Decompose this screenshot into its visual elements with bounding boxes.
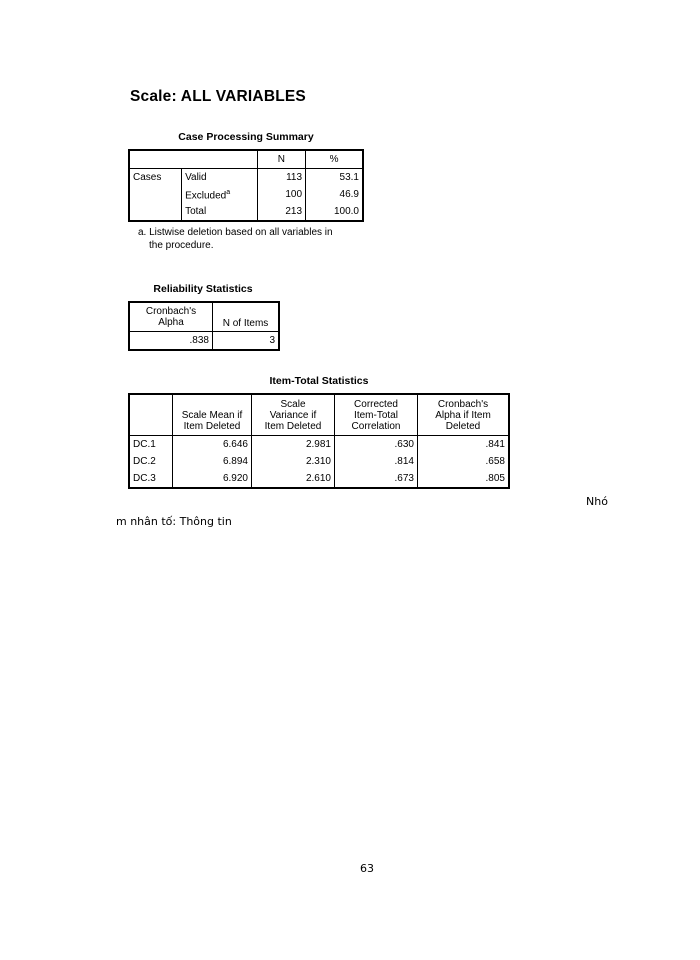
item-label: DC.1 bbox=[129, 436, 173, 454]
item-total-caption: Item-Total Statistics bbox=[269, 375, 369, 387]
cell-mean: 6.646 bbox=[173, 436, 252, 454]
cell-correlation: .630 bbox=[335, 436, 418, 454]
table-row bbox=[129, 436, 509, 454]
cell-mean: 6.894 bbox=[173, 453, 252, 470]
cell-pct: 100.0 bbox=[333, 206, 359, 217]
header-n-items: N of Items bbox=[222, 318, 269, 329]
header-empty bbox=[129, 394, 173, 436]
case-processing-caption: Case Processing Summary bbox=[178, 131, 314, 143]
cell-n-items: 3 bbox=[269, 335, 275, 346]
cell-n: 113 bbox=[257, 169, 305, 187]
reliability-table bbox=[128, 301, 280, 351]
header-empty bbox=[129, 150, 182, 169]
body-text-right: Nhó bbox=[586, 495, 608, 508]
header-alpha: Cronbach's Alpha bbox=[129, 302, 213, 332]
footnote-marker: a bbox=[226, 189, 231, 197]
cell-alpha: .838 bbox=[129, 332, 213, 351]
cell-correlation: .814 bbox=[335, 453, 418, 470]
cell-correlation: .673 bbox=[335, 470, 418, 488]
cell-alpha: .841 bbox=[485, 439, 505, 450]
header-scale-variance: Scale Variance if Item Deleted bbox=[252, 394, 335, 436]
body-text-left: m nhân tố: Thông tin bbox=[116, 515, 232, 528]
footnote-line: a. Listwise deletion based on all variables in bbox=[138, 227, 333, 238]
row-label-excluded: Excluded$^a$ bbox=[182, 186, 258, 203]
header-n: N bbox=[257, 150, 305, 169]
cell-pct: 53.1 bbox=[339, 172, 359, 183]
reliability-caption: Reliability Statistics bbox=[153, 283, 253, 295]
cell-mean: 6.920 bbox=[173, 470, 252, 488]
item-label: DC.2 bbox=[129, 453, 173, 470]
scale-title: Scale: ALL VARIABLES bbox=[130, 88, 306, 105]
cell-n: 100 bbox=[257, 186, 305, 203]
cell-variance: 2.610 bbox=[252, 470, 335, 488]
cell-alpha: .805 bbox=[485, 473, 505, 484]
cell-alpha: .658 bbox=[485, 456, 505, 467]
header-alpha-if-deleted: Cronbach's Alpha if Item Deleted bbox=[435, 399, 491, 432]
item-total-table bbox=[128, 393, 510, 489]
header-scale-mean: Scale Mean if Item Deleted bbox=[173, 394, 252, 436]
cell-pct: 46.9 bbox=[339, 189, 359, 200]
header-empty bbox=[182, 150, 258, 169]
case-footnote bbox=[138, 227, 333, 252]
table-row bbox=[129, 453, 509, 470]
footnote-line: the procedure. bbox=[149, 239, 214, 251]
page-number: 63 bbox=[360, 862, 374, 875]
item-label: DC.3 bbox=[129, 470, 173, 488]
case-processing-table bbox=[128, 149, 364, 222]
cell-variance: 2.310 bbox=[252, 453, 335, 470]
table-row bbox=[129, 470, 509, 488]
row-label-valid: Valid bbox=[182, 169, 258, 187]
cell-variance: 2.981 bbox=[252, 436, 335, 454]
cell-n: 213 bbox=[257, 203, 305, 221]
header-corrected-correlation: Corrected Item-Total Correlation bbox=[335, 394, 418, 436]
header-pct: % bbox=[329, 154, 339, 165]
row-label-total: Total bbox=[182, 203, 258, 221]
cases-label: Cases bbox=[133, 172, 162, 183]
